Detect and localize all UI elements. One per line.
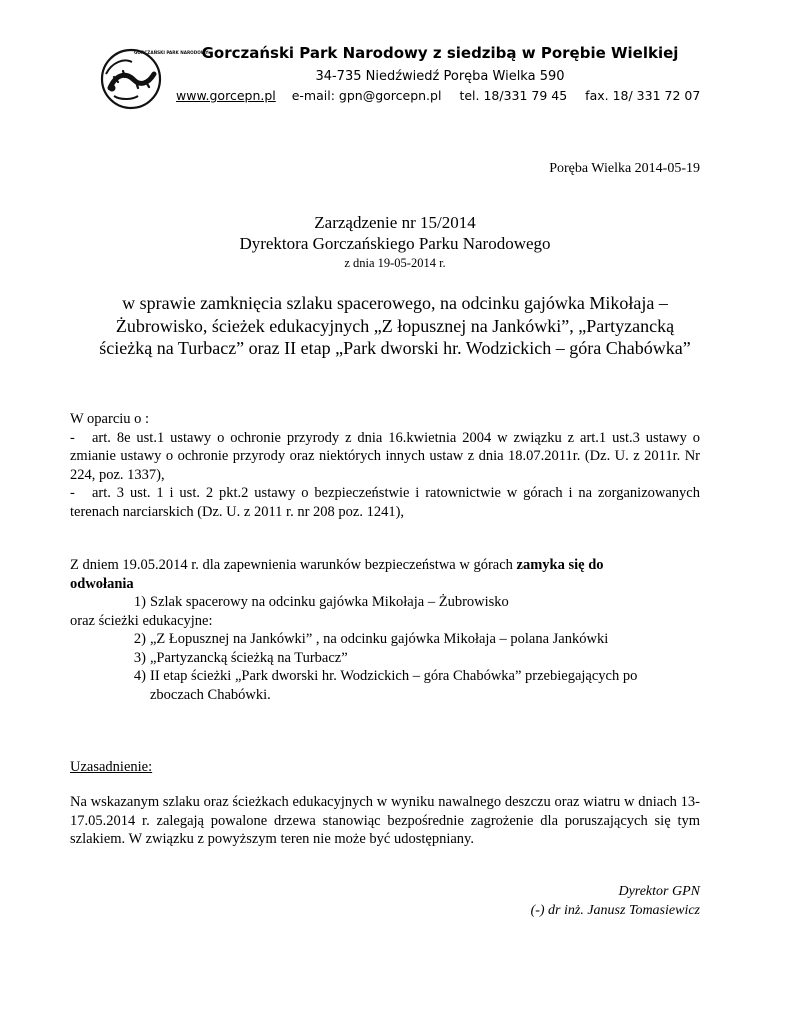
org-address: 34-735 Niedźwiedź Poręba Wielka 590 bbox=[315, 69, 565, 84]
place-date: Poręba Wielka 2014-05-19 bbox=[549, 161, 700, 176]
logo-text: GORCZAŃSKI PARK NARODOWY bbox=[134, 50, 209, 55]
fax-text: fax. 18/ 331 72 07 bbox=[585, 88, 701, 103]
order-between: oraz ścieżki edukacyjne: bbox=[70, 612, 213, 629]
phone-text: tel. 18/331 79 45 bbox=[459, 88, 568, 103]
list-item-continuation: zboczach Chabówki. bbox=[150, 686, 271, 703]
email-text: e-mail: gpn@gorcepn.pl bbox=[291, 88, 442, 103]
list-item: 4) II etap ścieżki „Park dworski hr. Wodzickich – góra Chabówka” przebiegających po bbox=[133, 668, 638, 684]
basis-intro: W oparciu o : bbox=[70, 411, 150, 427]
signature-title: Dyrektor GPN bbox=[618, 884, 700, 899]
order-content bbox=[70, 556, 700, 704]
legal-basis bbox=[70, 410, 700, 521]
basis-item: - art. 8e ust.1 ustawy o ochronie przyrody z dnia 16.kwietnia 2004 w związku z art.1 ust.3 ustawy o zmianie ustawy o ochronie przyrody oraz niektórych innych ustaw z dnia 18.07.2011r. (Dz. U. z 2011r. Nr 224, poz. 1337), bbox=[70, 429, 700, 483]
basis-item: - art. 3 ust. 1 i ust. 2 pkt.2 ustawy o bezpieczeństwie i ratownictwie w górach i na zorganizowanych terenach narciarskich (Dz. U. z 2011 r. nr 208 poz. 1241), bbox=[70, 485, 700, 520]
order-issuer: Dyrektora Gorczańskiego Parku Narodowego bbox=[239, 234, 551, 253]
signature bbox=[531, 882, 700, 920]
list-item: 2) „Z Łopusznej na Jankówki” , na odcinku gajówka Mikołaja – polana Jankówki bbox=[133, 631, 609, 647]
org-name: Gorczański Park Narodowy z siedzibą w Porębie Wielkiej bbox=[201, 44, 679, 62]
order-subject bbox=[80, 292, 710, 360]
list-item: 1) Szlak spacerowy na odcinku gajówka Mikołaja – Żubrowisko bbox=[133, 594, 509, 610]
park-logo bbox=[98, 44, 209, 112]
subject-line: ścieżką na Turbacz” oraz II etap „Park dworski hr. Wodzickich – góra Chabówka” bbox=[99, 338, 691, 358]
order-date: z dnia 19-05-2014 r. bbox=[344, 256, 446, 270]
subject-line: Żubrowisko, ścieżek edukacyjnych „Z łopusznej na Jankówki”, „Partyzancką bbox=[115, 315, 675, 336]
org-contact bbox=[176, 88, 700, 103]
order-intro: Z dniem 19.05.2014 r. dla zapewnienia warunków bezpieczeństwa w górach zamyka się do odwołania bbox=[70, 557, 604, 592]
signature-name: (-) dr inż. Janusz Tomasiewicz bbox=[530, 903, 700, 918]
list-item: 3) „Partyzancką ścieżką na Turbacz” bbox=[133, 649, 348, 666]
subject-line: w sprawie zamknięcia szlaku spacerowego, na odcinku gajówka Mikołaja – bbox=[122, 293, 668, 313]
justification-heading: Uzasadnienie: bbox=[70, 759, 153, 775]
justification-text: Na wskazanym szlaku oraz ścieżkach edukacyjnych w wyniku nawalnego deszczu oraz wiatru w dniach 13-17.05.2014 r. zalegają powalone drzewa stanowiąc bezpośrednie zagrożenie dla poruszających się tym szlakiem. W związku z powyższym teren nie może być udostępniany. bbox=[70, 794, 700, 847]
order-title: Zarządzenie nr 15/2014 bbox=[314, 213, 476, 232]
website-link[interactable]: www.gorcepn.pl bbox=[176, 88, 276, 103]
